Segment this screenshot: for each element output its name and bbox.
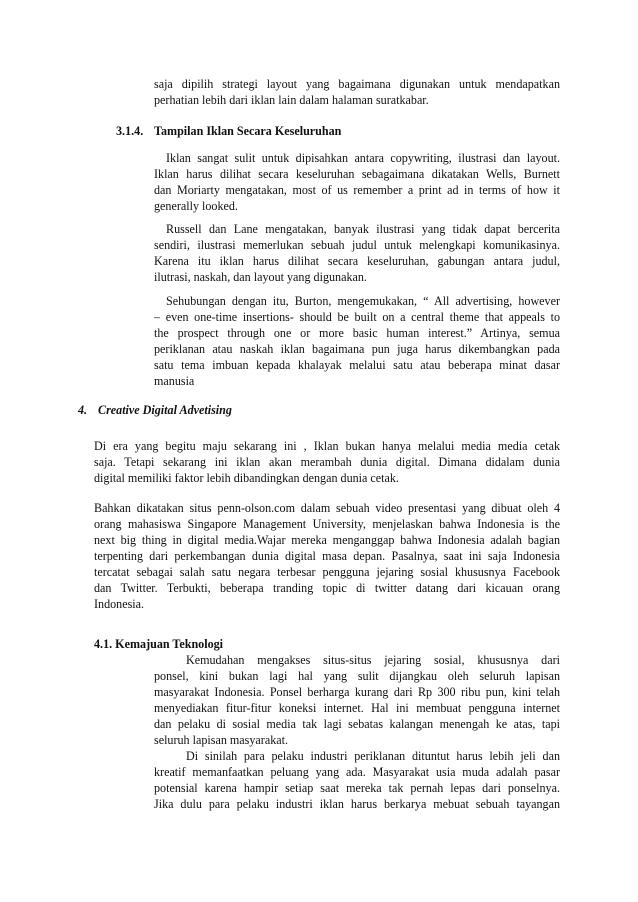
text-line <box>154 812 560 828</box>
paragraph-3 <box>154 293 560 389</box>
paragraph-4 <box>94 438 560 486</box>
text-line: Di era yang begitu maju sekarang ini , Iklan bukan hanya melalui media media cetak <box>94 439 560 453</box>
text-line: seluruh lapisan masyarakat. <box>154 733 288 747</box>
text-line: terpenting dari perkembangan dunia digital masa depan. Pasalnya, saat ini saja Indonesia <box>94 549 560 563</box>
heading-title: Tampilan Iklan Secara Keseluruhan <box>154 124 342 138</box>
text-line: orang mahasiswa Singapore Management University, menjelaskan bahwa Indonesia is the <box>94 517 560 531</box>
text-line: the prospect through one or more basic human interest.” Artinya, semua <box>154 326 560 340</box>
paragraph-7 <box>154 748 560 828</box>
text-line: Kemudahan mengakses situs-situs jejaring sosial, khususnya dari <box>186 653 560 667</box>
paragraph-1 <box>154 150 560 214</box>
text-line: Russell dan Lane mengatakan, banyak ilustrasi yang tidak dapat bercerita <box>166 222 560 236</box>
text-line: Iklan harus dilihat secara keseluruhan sebagaimana dikatakan Wells, Burnett <box>154 167 560 181</box>
text-line: sendiri, ilustrasi memerlukan sebuah judul untuk melengkapi komunikasinya. <box>154 238 560 252</box>
text-line: menyediakan fitur-fitur koneksi internet. Hal ini membuat pengguna internet <box>154 701 560 715</box>
paragraph-intro <box>154 76 560 108</box>
text-line: Iklan sangat sulit untuk dipisahkan antara copywriting, ilustrasi dan layout. <box>166 151 560 165</box>
text-line: periklanan atau naskah iklan bagaimana pun juga harus dikembangkan pada <box>154 342 560 356</box>
section-heading-4 <box>78 402 232 418</box>
text-line: Bahkan dikatakan situs penn-olson.com dalam sebuah video presentasi yang dibuat oleh 4 <box>94 501 560 515</box>
text-line: Karena itu iklan harus dilihat secara keseluruhan, gabungan antara judul, <box>154 254 560 268</box>
text-line: ponsel, kini bukan lagi hal yang sulit dijangkau oleh seluruh lapisan <box>154 669 560 683</box>
heading-title: Kemajuan Teknologi <box>115 637 224 651</box>
text-line: next big thing in digital media.Wajar mereka menganggap bahwa Indonesia adalah bagian <box>94 533 560 547</box>
section-heading-4-1 <box>94 636 223 652</box>
text-line: saja. Tetapi sekarang ini iklan akan merambah dunia digital. Dimana didalam dunia <box>94 455 560 469</box>
text-line: kreatif memanfaatkan peluang yang ada. Masyarakat usia muda adalah pasar <box>154 765 560 779</box>
text-line: manusia <box>154 374 195 388</box>
text-line: masyarakat Indonesia. Ponsel berharga kurang dari Rp 300 ribu pun, kini telah <box>154 685 560 699</box>
heading-title: Creative Digital Advetising <box>98 403 232 417</box>
text-line: digital memiliki faktor lebih dibandingkan dengan dunia cetak. <box>94 471 399 485</box>
text-line <box>94 612 560 628</box>
text-line: dan Moriarty mengatakan, most of us remember a print ad in terms of how it <box>154 183 560 197</box>
paragraph-2 <box>154 221 560 285</box>
section-heading-3-1-4 <box>116 123 342 139</box>
heading-number: 4. <box>78 403 88 417</box>
text-line: tercatat sebagai salah satu negara terbesar pengguna jejaring sosial khususnya Facebook <box>94 565 560 579</box>
text-line: generally looked. <box>154 199 238 213</box>
paragraph-6 <box>154 652 560 748</box>
text-line: Jika dulu para pelaku industri iklan harus berkarya mebuat sebuah tayangan <box>154 797 560 811</box>
text-line: Indonesia. <box>94 597 145 611</box>
paragraph-5 <box>94 500 560 628</box>
heading-number: 3.1.4. <box>116 124 144 138</box>
text-line: dan Twitter. Terbukti, beberapa tranding topic di twitter datang dari kicauan orang <box>94 581 560 595</box>
text-line: saja dipilih strategi layout yang bagaimana digunakan untuk mendapatkan <box>154 77 560 91</box>
text-line: – even one-time insertions- should be built on a central theme that appeals to <box>154 310 560 324</box>
text-line: dan pelaku di sosial media tak lagi sebatas kalangan menengah ke atas, tapi <box>154 717 560 731</box>
text-line: ilutrasi, naskah, dan layout yang digunakan. <box>154 270 367 284</box>
text-line: Sehubungan dengan itu, Burton, mengemukakan, “ All advertising, however <box>166 294 560 308</box>
text-line: perhatian lebih dari iklan lain dalam halaman suratkabar. <box>154 93 429 107</box>
text-line: potensial karena hampir setiap saat mereka tak pernah lepas dari ponselnya. <box>154 781 560 795</box>
text-line: Di sinilah para pelaku industri periklanan dituntut harus lebih jeli dan <box>186 749 560 763</box>
heading-number: 4.1. <box>94 637 113 651</box>
text-line: satu tema imbuan kepada khalayak melalui satu atau beberapa minat dasar <box>154 358 560 372</box>
